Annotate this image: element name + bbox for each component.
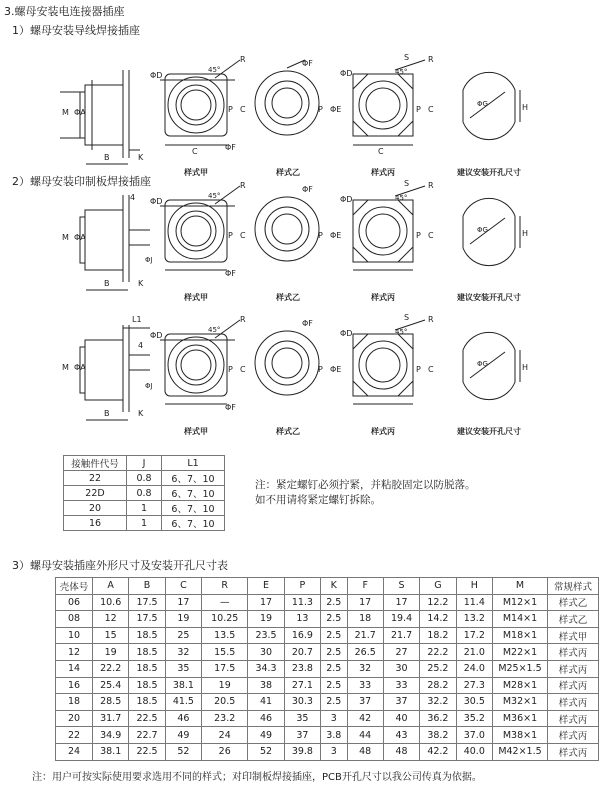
- table-cell: 13.2: [456, 611, 492, 628]
- caption-cutout-1: 建议安装开孔尺寸: [457, 168, 521, 177]
- dim-g-3: ΦG: [477, 360, 488, 368]
- table-cell: 17: [347, 594, 383, 611]
- table-cell: 27: [383, 644, 419, 661]
- table-cell: 12: [93, 611, 129, 628]
- table-cell: 48: [347, 743, 383, 760]
- dimension-table: [55, 577, 599, 761]
- table-cell: 样式丙: [548, 677, 599, 694]
- table-cell: 24: [56, 743, 93, 760]
- dim-p-1c: P: [416, 105, 421, 114]
- table-cell: 42: [347, 710, 383, 727]
- table-cell: M28×1: [493, 677, 548, 694]
- table-cell: 6、7、10: [162, 516, 225, 531]
- cutout-3: [463, 332, 520, 399]
- dim-d-3c: ΦD: [340, 329, 353, 338]
- table-cell: 23.5: [248, 627, 284, 644]
- dim-b-3: B: [104, 409, 110, 418]
- dim-p-3c: P: [416, 365, 421, 374]
- table-cell: 19: [248, 611, 284, 628]
- dim-d-1: ΦD: [150, 71, 163, 80]
- table-cell: 18.5: [129, 694, 165, 711]
- header-cell: 接触件代号: [64, 456, 127, 471]
- dim-m-3: M: [62, 363, 69, 372]
- dim-e-1: ΦE: [330, 105, 342, 114]
- table-cell: M25×1.5: [493, 660, 548, 677]
- table-cell: 2.5: [321, 611, 347, 628]
- table-cell: 18.2: [420, 627, 456, 644]
- table-cell: 32: [347, 660, 383, 677]
- table-cell: 38: [248, 677, 284, 694]
- table-row: [56, 660, 599, 677]
- dim-angle-1c: 45°: [395, 68, 408, 76]
- table-cell: 27.3: [456, 677, 492, 694]
- header-cell: H: [456, 578, 492, 595]
- table-cell: 17.5: [129, 594, 165, 611]
- table-cell: 25: [165, 627, 201, 644]
- dim-p-3: P: [228, 365, 233, 374]
- table-cell: 0.8: [127, 486, 162, 501]
- table-cell: 28.2: [420, 677, 456, 694]
- table-cell: 33: [383, 677, 419, 694]
- table-cell: 10.6: [93, 594, 129, 611]
- table-cell: 41.5: [165, 694, 201, 711]
- table-cell: 22.5: [129, 743, 165, 760]
- dim-g-2: ΦG: [477, 226, 488, 234]
- table-cell: 14.2: [420, 611, 456, 628]
- dim-h-2: H: [522, 229, 529, 238]
- table-cell: 10: [56, 627, 93, 644]
- table-cell: 27.1: [284, 677, 320, 694]
- table-cell: 35.2: [456, 710, 492, 727]
- table-cell: 21.0: [456, 644, 492, 661]
- style-a-1: [160, 60, 240, 145]
- page-title: 3.螺母安装电连接器插座: [4, 5, 125, 18]
- dim-e-2: ΦE: [330, 231, 342, 240]
- header-cell: G: [420, 578, 456, 595]
- table-cell: 2.5: [321, 694, 347, 711]
- table-cell: 19.4: [383, 611, 419, 628]
- note-line: 如不用请将紧定螺钉拆除。: [255, 494, 381, 506]
- table-cell: 样式丙: [548, 644, 599, 661]
- dim-r-2c: R: [428, 181, 434, 190]
- table-cell: 41: [248, 694, 284, 711]
- table-cell: 22.7: [129, 727, 165, 744]
- section-1-title: 1）螺母安装导线焊接插座: [12, 24, 140, 37]
- table-cell: 3.8: [321, 727, 347, 744]
- dim-a-1: ΦA: [74, 108, 86, 117]
- table-cell: 42.2: [420, 743, 456, 760]
- table-cell: 48: [383, 743, 419, 760]
- table-cell: 样式丙: [548, 710, 599, 727]
- header-cell: R: [202, 578, 248, 595]
- dim-s-2: S: [404, 179, 410, 188]
- side-view-2: [80, 195, 150, 290]
- table-cell: 21.7: [383, 627, 419, 644]
- table-row: [56, 644, 599, 661]
- dim-a-2: ΦA: [74, 233, 86, 242]
- table-row: [56, 743, 599, 760]
- table-cell: 40.0: [456, 743, 492, 760]
- table-cell: 40: [383, 710, 419, 727]
- table-cell: 22.5: [129, 710, 165, 727]
- header-cell: P: [284, 578, 320, 595]
- caption-style-c-1: 样式丙: [371, 168, 395, 177]
- table-cell: 08: [56, 611, 93, 628]
- table-cell: 46: [165, 710, 201, 727]
- table-cell: 52: [165, 743, 201, 760]
- table-cell: 44: [347, 727, 383, 744]
- dim-angle-3: 45°: [208, 326, 221, 334]
- table-cell: 46: [248, 710, 284, 727]
- header-cell: E: [248, 578, 284, 595]
- dim-f-1b: ΦF: [302, 59, 313, 68]
- header-cell: J: [127, 456, 162, 471]
- style-b-1: [255, 60, 319, 135]
- table-cell: 32: [165, 644, 201, 661]
- table-cell: 18.5: [129, 660, 165, 677]
- dim-m-2: M: [62, 233, 69, 242]
- header-cell: B: [129, 578, 165, 595]
- table-row: [64, 486, 225, 501]
- dim-c-1: C: [240, 105, 246, 114]
- note-screw: [255, 478, 476, 508]
- dim-r-1: R: [240, 55, 246, 64]
- dim-j-2: ΦJ: [145, 256, 153, 264]
- dim-p-1b: P: [318, 105, 323, 114]
- dim-r-1c: R: [428, 55, 434, 64]
- table-cell: 20: [64, 501, 127, 516]
- dim-d-3: ΦD: [150, 331, 163, 340]
- table-cell: 23.2: [202, 710, 248, 727]
- table-cell: 37.0: [456, 727, 492, 744]
- caption-style-b-3: 样式乙: [276, 427, 300, 436]
- table-cell: 0.8: [127, 471, 162, 486]
- table-cell: M14×1: [493, 611, 548, 628]
- dim-p-3b: P: [318, 365, 323, 374]
- table-cell: 2.5: [321, 644, 347, 661]
- table-cell: 15.5: [202, 644, 248, 661]
- table-cell: 3: [321, 743, 347, 760]
- dim-4-2: 4: [130, 193, 136, 202]
- table-cell: 样式丙: [548, 694, 599, 711]
- table-cell: 2.5: [321, 660, 347, 677]
- table-cell: 10.25: [202, 611, 248, 628]
- dim-b-1: B: [104, 153, 110, 162]
- table-cell: 49: [248, 727, 284, 744]
- cutout-2: [463, 198, 520, 265]
- dim-h-3: H: [522, 363, 529, 372]
- dim-c-1d: C: [378, 147, 384, 156]
- table-row: [56, 694, 599, 711]
- dim-c-2c: C: [428, 231, 434, 240]
- table-cell: 18: [56, 694, 93, 711]
- caption-style-c-3: 样式丙: [371, 427, 395, 436]
- table-cell: M32×1: [493, 694, 548, 711]
- dim-k-2: K: [138, 279, 144, 288]
- header-cell: A: [93, 578, 129, 595]
- table-cell: 2.5: [321, 627, 347, 644]
- dim-l1-3: L1: [132, 315, 142, 324]
- dim-p-1: P: [228, 105, 233, 114]
- caption-style-a-3: 样式甲: [184, 427, 208, 436]
- table-cell: 32.2: [420, 694, 456, 711]
- table-cell: 17: [165, 594, 201, 611]
- table-cell: 22: [56, 727, 93, 744]
- table-cell: 37: [383, 694, 419, 711]
- table-cell: 17: [248, 594, 284, 611]
- side-view-3: [80, 325, 150, 420]
- dim-f-2: ΦF: [225, 269, 236, 278]
- table-cell: 19: [165, 611, 201, 628]
- dim-p-2: P: [228, 231, 233, 240]
- table-cell: 43: [383, 727, 419, 744]
- table-cell: 30: [383, 660, 419, 677]
- table-cell: 37: [284, 727, 320, 744]
- table-cell: 1: [127, 501, 162, 516]
- dim-b-2: B: [104, 279, 110, 288]
- table-cell: 16.9: [284, 627, 320, 644]
- table-cell: 23.8: [284, 660, 320, 677]
- table-cell: 样式甲: [548, 627, 599, 644]
- table-cell: 34.3: [248, 660, 284, 677]
- table-cell: 20.5: [202, 694, 248, 711]
- style-c-1: [353, 60, 425, 145]
- table-cell: 12: [56, 644, 93, 661]
- table-cell: 13.5: [202, 627, 248, 644]
- caption-style-a-1: 样式甲: [184, 168, 208, 177]
- dim-f-3: ΦF: [225, 403, 236, 412]
- dim-f-2b: ΦF: [302, 185, 313, 194]
- table-cell: 19: [202, 677, 248, 694]
- table-row: [56, 627, 599, 644]
- table-cell: 2.5: [321, 594, 347, 611]
- table-cell: 36.2: [420, 710, 456, 727]
- dim-p-2b: P: [318, 231, 323, 240]
- table-cell: 38.1: [93, 743, 129, 760]
- dim-angle-2c: 45°: [395, 194, 408, 202]
- table-cell: 样式丙: [548, 743, 599, 760]
- table-cell: 35: [165, 660, 201, 677]
- section-2-title: 2）螺母安装印制板焊接插座: [12, 175, 151, 188]
- table-cell: 19: [93, 644, 129, 661]
- table-cell: 6、7、10: [162, 501, 225, 516]
- table-cell: 15: [93, 627, 129, 644]
- table-cell: 30: [248, 644, 284, 661]
- dim-r-3: R: [240, 315, 246, 324]
- table-cell: 30.3: [284, 694, 320, 711]
- table-cell: 18.5: [129, 627, 165, 644]
- style-b-3: [255, 331, 319, 395]
- table-row: [56, 594, 599, 611]
- table-cell: 6、7、10: [162, 471, 225, 486]
- table-cell: 20.7: [284, 644, 320, 661]
- table-cell: 13: [284, 611, 320, 628]
- header-cell: C: [165, 578, 201, 595]
- table-cell: 35: [284, 710, 320, 727]
- table-cell: 31.7: [93, 710, 129, 727]
- dim-m-1: M: [62, 108, 69, 117]
- table-cell: 18.5: [129, 644, 165, 661]
- table-cell: 34.9: [93, 727, 129, 744]
- note-footer: 注：用户可按实际使用要求选用不同的样式；对印制板焊接插座，PCB开孔尺寸以我公司传真为依据。: [32, 772, 482, 783]
- table-row: [64, 501, 225, 516]
- table-cell: —: [202, 594, 248, 611]
- header-cell: L1: [162, 456, 225, 471]
- table-cell: 样式丙: [548, 727, 599, 744]
- header-cell: S: [383, 578, 419, 595]
- dim-p-2c: P: [416, 231, 421, 240]
- table-cell: 16: [56, 677, 93, 694]
- table-cell: 17.2: [456, 627, 492, 644]
- table-cell: 33: [347, 677, 383, 694]
- table-cell: 3: [321, 710, 347, 727]
- table-cell: 6、7、10: [162, 486, 225, 501]
- table-cell: 11.3: [284, 594, 320, 611]
- dim-r-3c: R: [428, 315, 434, 324]
- style-a-2: [160, 186, 240, 270]
- dim-4-3: 4: [138, 341, 144, 350]
- table-row: [56, 611, 599, 628]
- dim-angle-1: 45°: [208, 66, 221, 74]
- table-cell: 22.2: [420, 644, 456, 661]
- caption-style-b-1: 样式乙: [276, 168, 300, 177]
- contact-table-header: [64, 456, 225, 471]
- cutout-1: [463, 72, 520, 139]
- table-cell: 18: [347, 611, 383, 628]
- dim-c-2: C: [240, 231, 246, 240]
- table-cell: 18.5: [129, 677, 165, 694]
- header-cell: 常规样式: [548, 578, 599, 595]
- caption-style-a-2: 样式甲: [184, 293, 208, 302]
- header-cell: F: [347, 578, 383, 595]
- dim-r-2: R: [240, 181, 246, 190]
- table-cell: 20: [56, 710, 93, 727]
- dim-f-3b: ΦF: [302, 319, 313, 328]
- table-cell: 1: [127, 516, 162, 531]
- dimension-table-header: [56, 578, 599, 595]
- table-cell: 12.2: [420, 594, 456, 611]
- table-cell: M18×1: [493, 627, 548, 644]
- table-cell: 38.1: [165, 677, 201, 694]
- style-a-3: [160, 320, 240, 404]
- dim-c-3c: C: [428, 365, 434, 374]
- table-cell: 25.4: [93, 677, 129, 694]
- table-cell: 17: [383, 594, 419, 611]
- table-cell: 25.2: [420, 660, 456, 677]
- dim-h-1: H: [522, 103, 529, 112]
- table-cell: M22×1: [493, 644, 548, 661]
- table-cell: 22: [64, 471, 127, 486]
- dim-f-1: ΦF: [225, 143, 236, 152]
- dim-k-1: K: [138, 153, 144, 162]
- table-cell: 样式乙: [548, 594, 599, 611]
- table-cell: 24: [202, 727, 248, 744]
- table-cell: 26: [202, 743, 248, 760]
- table-cell: 21.7: [347, 627, 383, 644]
- table-cell: 样式丙: [548, 660, 599, 677]
- table-cell: 2.5: [321, 677, 347, 694]
- table-cell: 22D: [64, 486, 127, 501]
- table-cell: 49: [165, 727, 201, 744]
- table-cell: 30.5: [456, 694, 492, 711]
- header-cell: M: [493, 578, 548, 595]
- dim-d-2: ΦD: [150, 197, 163, 206]
- table-cell: M42×1.5: [493, 743, 548, 760]
- dim-d-1c: ΦD: [340, 69, 353, 78]
- style-c-3: [353, 320, 425, 404]
- table-cell: 28.5: [93, 694, 129, 711]
- dim-g-1: ΦG: [477, 100, 488, 108]
- table-cell: 16: [64, 516, 127, 531]
- table-cell: 17.5: [202, 660, 248, 677]
- dim-c-1c: C: [428, 105, 434, 114]
- table-cell: 52: [248, 743, 284, 760]
- table-row: [56, 677, 599, 694]
- table-cell: 14: [56, 660, 93, 677]
- dim-c-3: C: [240, 365, 246, 374]
- caption-style-c-2: 样式丙: [371, 293, 395, 302]
- table-cell: 24.0: [456, 660, 492, 677]
- table-row: [64, 471, 225, 486]
- style-b-2: [255, 197, 319, 261]
- table-cell: M12×1: [493, 594, 548, 611]
- dim-angle-2: 45°: [208, 192, 221, 200]
- dim-a-3: ΦA: [74, 363, 86, 372]
- table-cell: M38×1: [493, 727, 548, 744]
- contact-table: [63, 455, 225, 531]
- table-cell: M36×1: [493, 710, 548, 727]
- header-cell: 壳体号: [56, 578, 93, 595]
- note-line: 注：紧定螺钉必须拧紧，并粘胶固定以防脱落。: [255, 479, 476, 491]
- table-cell: 06: [56, 594, 93, 611]
- dim-k-3: K: [138, 409, 144, 418]
- table-row: [56, 710, 599, 727]
- dim-s-3: S: [404, 313, 410, 322]
- dim-j-3: ΦJ: [145, 382, 153, 390]
- dim-s-1: S: [404, 53, 410, 62]
- header-cell: K: [321, 578, 347, 595]
- table-cell: 39.8: [284, 743, 320, 760]
- table-cell: 样式乙: [548, 611, 599, 628]
- table-row: [56, 727, 599, 744]
- table-cell: 26.5: [347, 644, 383, 661]
- style-c-2: [353, 186, 425, 270]
- caption-style-b-2: 样式乙: [276, 293, 300, 302]
- side-view-1: [60, 70, 140, 164]
- table-cell: 11.4: [456, 594, 492, 611]
- table-cell: 38.2: [420, 727, 456, 744]
- dim-c-1b: C: [192, 147, 198, 156]
- dim-angle-3c: 45°: [395, 328, 408, 336]
- caption-cutout-2: 建议安装开孔尺寸: [457, 293, 521, 302]
- caption-cutout-3: 建议安装开孔尺寸: [457, 427, 521, 436]
- dim-d-2c: ΦD: [340, 195, 353, 204]
- table-row: [64, 516, 225, 531]
- table-cell: 22.2: [93, 660, 129, 677]
- table-cell: 37: [347, 694, 383, 711]
- section-3-title: 3）螺母安装插座外形尺寸及安装开孔尺寸表: [12, 559, 228, 572]
- dim-e-3: ΦE: [330, 365, 342, 374]
- table-cell: 17.5: [129, 611, 165, 628]
